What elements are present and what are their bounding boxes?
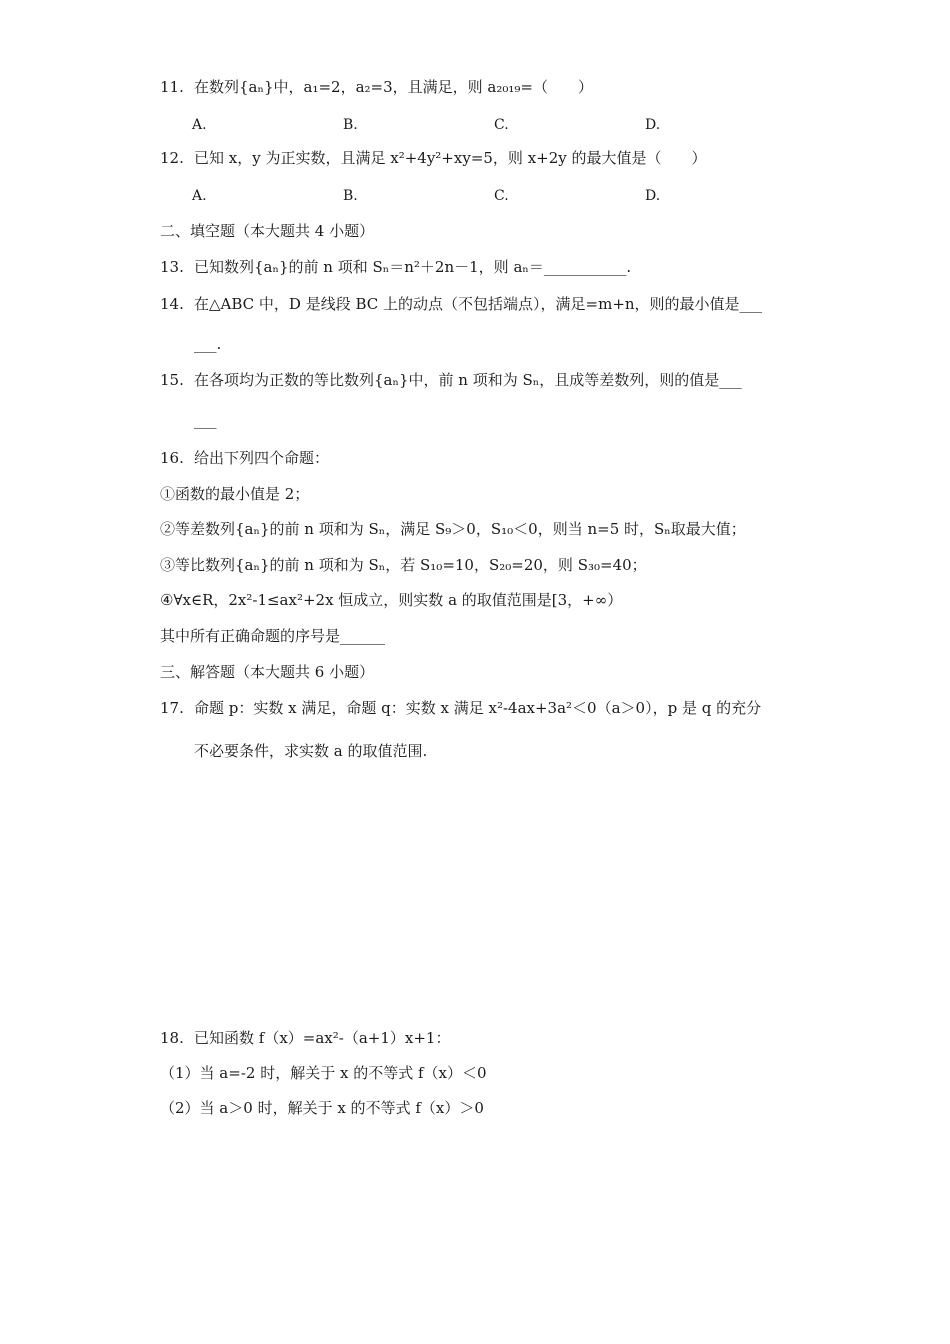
option-d: D. xyxy=(645,117,661,133)
question-text: 在数列{aₙ}中，a₁=2，a₂=3，且满足，则 a₂₀₁₉=（ ） xyxy=(194,78,593,96)
question-text: 给出下列四个命题： xyxy=(194,449,330,467)
question-text: 在各项均为正数的等比数列{aₙ}中，前 n 项和为 Sₙ，且成等差数列，则的值是___ xyxy=(194,371,742,389)
question-18 xyxy=(160,1028,450,1048)
option-d: D. xyxy=(645,188,661,204)
question-17 xyxy=(160,698,761,718)
question-17-continuation: 不必要条件，求实数 a 的取值范围. xyxy=(194,742,428,760)
question-11 xyxy=(160,77,593,97)
question-13 xyxy=(160,257,631,277)
question-number: 11. xyxy=(160,78,184,96)
question-14-continuation: ___. xyxy=(194,335,222,353)
question-number: 17. xyxy=(160,699,184,717)
question-text: 已知 x，y 为正实数，且满足 x²+4y²+xy=5，则 x+2y 的最大值是（ ） xyxy=(194,149,707,167)
proposition-2: ②等差数列{aₙ}的前 n 项和为 Sₙ，满足 S₉＞0，S₁₀＜0，则当 n=5 时，Sₙ取最大值； xyxy=(160,520,746,538)
question-12 xyxy=(160,148,707,168)
option-b: B. xyxy=(343,188,358,204)
question-number: 12. xyxy=(160,149,184,167)
question-text: 已知数列{aₙ}的前 n 项和 Sₙ＝n²＋2n－1，则 aₙ＝___________. xyxy=(194,258,632,276)
question-15 xyxy=(160,370,742,390)
section-heading-solutions: 三、解答题（本大题共 6 小题） xyxy=(160,663,375,681)
question-number: 15. xyxy=(160,371,184,389)
question-18-part-2: （2）当 a＞0 时，解关于 x 的不等式 f（x）＞0 xyxy=(160,1099,484,1117)
question-text: 已知函数 f（x）=ax²-（a+1）x+1： xyxy=(194,1029,451,1047)
option-b: B. xyxy=(343,117,358,133)
question-16 xyxy=(160,448,329,468)
question-text: 在△ABC 中，D 是线段 BC 上的动点（不包括端点），满足=m+n，则的最小值是___ xyxy=(194,295,763,313)
question-text: 命题 p：实数 x 满足，命题 q：实数 x 满足 x²-4ax+3a²＜0（a＞0），p 是 q 的充分 xyxy=(194,699,762,717)
question-18-part-1: （1）当 a=-2 时，解关于 x 的不等式 f（x）＜0 xyxy=(160,1064,487,1082)
proposition-3: ③等比数列{aₙ}的前 n 项和为 Sₙ，若 S₁₀=10，S₂₀=20，则 S₃₀=40； xyxy=(160,556,647,574)
option-c: C. xyxy=(494,117,509,133)
question-14 xyxy=(160,294,762,314)
option-a: A. xyxy=(192,188,207,204)
proposition-1: ①函数的最小值是 2； xyxy=(160,485,310,503)
question-number: 18. xyxy=(160,1029,184,1047)
option-c: C. xyxy=(494,188,509,204)
question-number: 14. xyxy=(160,295,184,313)
question-16-answer-prompt: 其中所有正确命题的序号是______ xyxy=(160,627,386,645)
question-15-continuation: ___ xyxy=(194,411,217,429)
proposition-4: ④∀x∈R，2x²-1≤ax²+2x 恒成立，则实数 a 的取值范围是[3，+∞） xyxy=(160,591,623,609)
question-number: 13. xyxy=(160,258,184,276)
option-a: A. xyxy=(192,117,207,133)
section-heading-fill-blank: 二、填空题（本大题共 4 小题） xyxy=(160,222,375,240)
question-number: 16. xyxy=(160,449,184,467)
